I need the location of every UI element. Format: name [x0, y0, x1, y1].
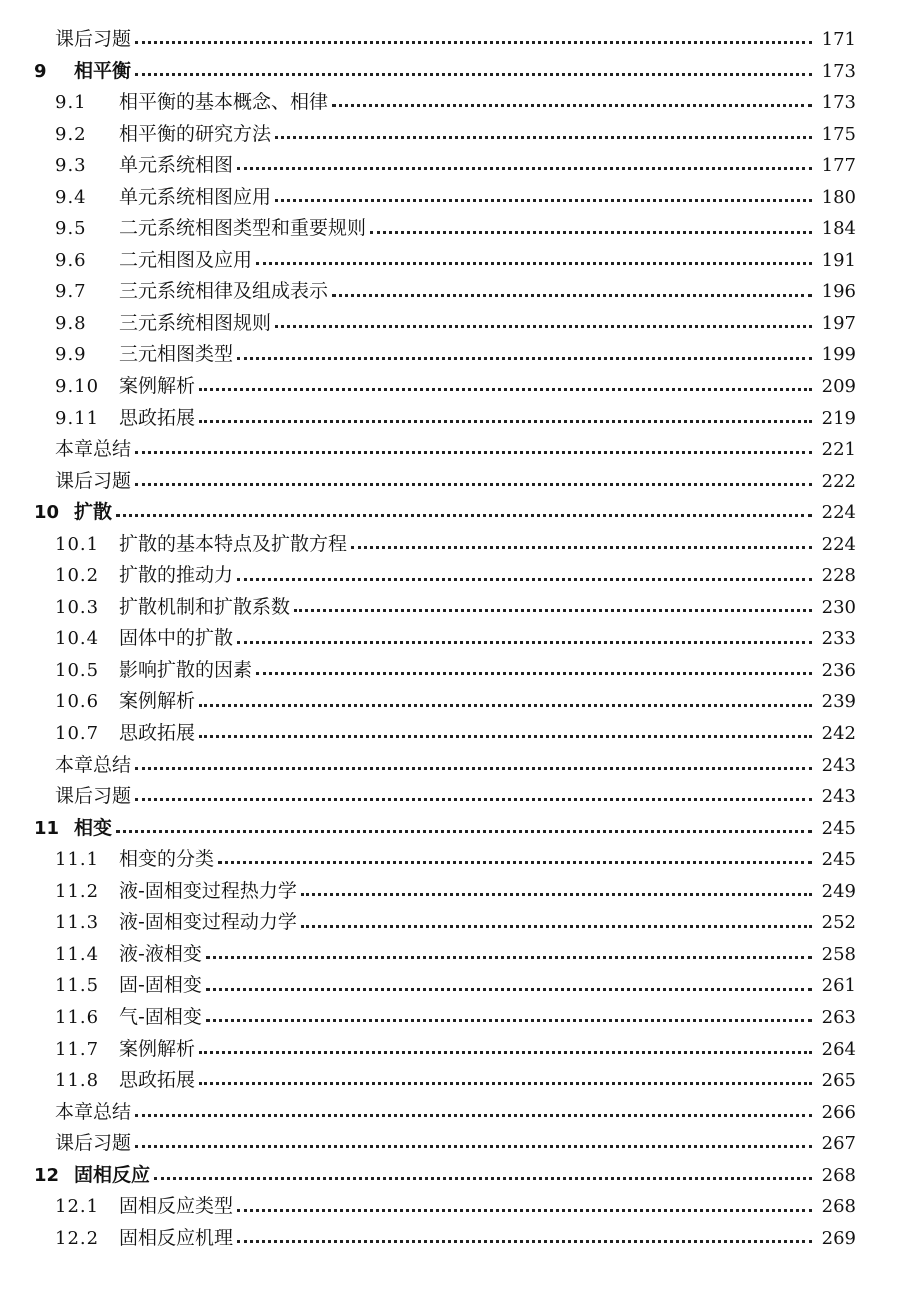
toc-item-row[interactable]	[0, 781, 918, 813]
toc-page-number: 173	[821, 60, 856, 82]
toc-chapter-row[interactable]	[0, 497, 918, 529]
toc-section-row[interactable]	[0, 150, 918, 182]
toc-section-row[interactable]	[0, 245, 918, 277]
toc-entry-title: 扩散的推动力	[119, 564, 234, 587]
toc-page-number: 261	[821, 975, 856, 997]
dot-leader	[135, 1114, 812, 1117]
toc-page-number: 209	[821, 376, 856, 398]
toc-section-row[interactable]	[0, 1002, 918, 1034]
toc-page-number: 245	[821, 817, 856, 839]
toc-page-number: 230	[821, 596, 856, 618]
toc-item-row[interactable]	[0, 434, 918, 466]
toc-entry-title: 课后习题	[55, 469, 132, 492]
dot-leader	[237, 167, 812, 170]
toc-page-number: 266	[821, 1101, 856, 1123]
dot-leader	[218, 861, 812, 864]
toc-item-row[interactable]	[0, 24, 918, 56]
toc-page-number: 219	[821, 407, 856, 429]
toc-entry-number: 10.1	[55, 533, 100, 555]
toc-entry-number: 9.6	[55, 249, 87, 271]
toc-entry-title: 本章总结	[55, 753, 132, 776]
toc-entry-number: 10.5	[55, 659, 100, 681]
toc-entry-number: 11.2	[55, 880, 100, 902]
toc-entry-title: 三元系统相律及组成表示	[119, 280, 329, 303]
dot-leader	[237, 357, 812, 360]
toc-entry-title: 思政拓展	[119, 406, 196, 429]
toc-section-row[interactable]	[0, 718, 918, 750]
dot-leader	[301, 925, 812, 928]
toc-entry-title: 二元系统相图类型和重要规则	[119, 217, 367, 240]
toc-chapter-row[interactable]	[0, 1160, 918, 1192]
toc-section-row[interactable]	[0, 308, 918, 340]
toc-page-number: 177	[821, 155, 856, 177]
dot-leader	[294, 609, 812, 612]
dot-leader	[135, 73, 812, 76]
dot-leader	[237, 641, 812, 644]
toc-entry-title: 思政拓展	[119, 722, 196, 745]
dot-leader	[275, 325, 812, 328]
dot-leader	[237, 578, 812, 581]
toc-entry-title: 三元系统相图规则	[119, 311, 272, 334]
toc-section-row[interactable]	[0, 592, 918, 624]
toc-entry-number: 11	[34, 817, 60, 839]
toc-page-number: 249	[821, 880, 856, 902]
toc-section-row[interactable]	[0, 1223, 918, 1255]
toc-section-row[interactable]	[0, 87, 918, 119]
toc-page-number: 264	[821, 1038, 856, 1060]
toc-entry-number: 11.1	[55, 849, 100, 871]
toc-page-number: 239	[821, 691, 856, 713]
toc-section-row[interactable]	[0, 182, 918, 214]
toc-chapter-row[interactable]	[0, 56, 918, 88]
dot-leader	[116, 830, 812, 833]
dot-leader	[370, 231, 812, 234]
toc-entry-title: 课后习题	[55, 1132, 132, 1155]
toc-page-number: 171	[821, 29, 856, 50]
toc-entry-title: 思政拓展	[119, 1069, 196, 1092]
toc-entry-number: 10	[34, 502, 60, 524]
toc-section-row[interactable]	[0, 623, 918, 655]
toc-entry-title: 固体中的扩散	[119, 627, 234, 650]
toc-entry-title: 液-固相变过程动力学	[119, 911, 297, 934]
dot-leader	[256, 262, 812, 265]
toc-section-row[interactable]	[0, 1034, 918, 1066]
toc-entry-number: 9.10	[55, 376, 100, 398]
toc-entry-title: 影响扩散的因素	[119, 658, 253, 681]
toc-entry-title: 案例解析	[119, 690, 196, 713]
toc-entry-number: 9	[34, 60, 47, 82]
toc-entry-title: 固相反应类型	[119, 1195, 234, 1218]
dot-leader	[351, 546, 812, 549]
toc-entry-title: 案例解析	[119, 375, 196, 398]
toc-section-row[interactable]	[0, 403, 918, 435]
toc-section-row[interactable]	[0, 213, 918, 245]
dot-leader	[237, 1240, 812, 1243]
toc-section-row[interactable]	[0, 876, 918, 908]
toc-item-row[interactable]	[0, 1097, 918, 1129]
dot-leader	[154, 1177, 812, 1180]
toc-entry-title: 固相反应机理	[119, 1226, 234, 1249]
toc-section-row[interactable]	[0, 276, 918, 308]
dot-leader	[199, 704, 812, 707]
dot-leader	[199, 1051, 812, 1054]
toc-entry-title: 扩散机制和扩散系数	[119, 595, 291, 618]
dot-leader	[135, 483, 812, 486]
dot-leader	[275, 199, 812, 202]
toc-page-number: 180	[821, 186, 856, 208]
toc-page-number: 263	[821, 1006, 856, 1028]
dot-leader	[199, 1082, 812, 1085]
toc-entry-number: 11.4	[55, 943, 100, 965]
toc-entry-title: 相变的分类	[119, 848, 215, 871]
toc-page-number: 267	[821, 1133, 856, 1155]
toc-section-row[interactable]	[0, 844, 918, 876]
toc-entry-title: 扩散的基本特点及扩散方程	[119, 532, 348, 555]
toc-entry-title: 二元相图及应用	[119, 248, 253, 271]
toc-entry-title: 相平衡的研究方法	[119, 122, 272, 145]
toc-page-number: 224	[821, 533, 856, 555]
toc-entry-number: 9.3	[55, 155, 87, 177]
toc-page-number: 265	[821, 1070, 856, 1092]
toc-item-row[interactable]	[0, 1128, 918, 1160]
toc-entry-number: 10.3	[55, 596, 100, 618]
dot-leader	[199, 420, 812, 423]
dot-leader	[199, 388, 812, 391]
toc-entry-number: 10.4	[55, 628, 100, 650]
toc-entry-number: 9.9	[55, 344, 87, 366]
toc-section-row[interactable]	[0, 686, 918, 718]
toc-entry-title: 三元相图类型	[119, 343, 234, 366]
toc-entry-title: 气-固相变	[119, 1005, 202, 1028]
toc-entry-title: 扩散	[74, 501, 113, 524]
toc-page-number: 228	[821, 565, 856, 587]
toc-item-row[interactable]	[0, 750, 918, 782]
toc-entry-title: 固相反应	[74, 1163, 151, 1186]
toc-entry-number: 10.7	[55, 723, 100, 745]
toc-entry-number: 10.6	[55, 691, 100, 713]
toc-entry-number: 11.5	[55, 975, 100, 997]
toc-chapter-row[interactable]	[0, 813, 918, 845]
toc-item-row[interactable]	[0, 466, 918, 498]
toc-entry-number: 9.4	[55, 186, 87, 208]
toc-page-number: 252	[821, 912, 856, 934]
toc-page-number: 199	[821, 344, 856, 366]
toc-page-number: 197	[821, 312, 856, 334]
toc-entry-number: 9.11	[55, 407, 100, 429]
toc-entry-number: 11.8	[55, 1070, 100, 1092]
toc-entry-title: 液-固相变过程热力学	[119, 879, 297, 902]
toc-section-row[interactable]	[0, 907, 918, 939]
toc-page-number: 268	[821, 1164, 856, 1186]
toc-page-number: 175	[821, 123, 856, 145]
toc-section-row[interactable]	[0, 119, 918, 151]
dot-leader	[135, 41, 812, 44]
toc-entry-title: 相平衡	[74, 59, 132, 82]
toc-page-number: 224	[821, 502, 856, 524]
toc-page-number: 222	[821, 470, 856, 492]
dot-leader	[206, 988, 812, 991]
toc-entry-number: 11.3	[55, 912, 100, 934]
toc-page-number: 184	[821, 218, 856, 240]
toc-section-row[interactable]	[0, 529, 918, 561]
toc-entry-number: 11.6	[55, 1006, 100, 1028]
dot-leader	[135, 1145, 812, 1148]
toc-section-row[interactable]	[0, 1065, 918, 1097]
toc-entry-number: 9.7	[55, 281, 87, 303]
toc-page-number: 196	[821, 281, 856, 303]
toc-entry-title: 本章总结	[55, 438, 132, 461]
toc-section-row[interactable]	[0, 939, 918, 971]
dot-leader	[332, 104, 812, 107]
toc-entry-title: 单元系统相图	[119, 154, 234, 177]
toc-entry-number: 9.8	[55, 312, 87, 334]
toc-page-number: 269	[821, 1227, 856, 1249]
toc-page-number: 243	[821, 754, 856, 776]
toc-page-number: 191	[821, 249, 856, 271]
dot-leader	[301, 893, 812, 896]
toc-section-row[interactable]	[0, 970, 918, 1002]
dot-leader	[135, 798, 812, 801]
dot-leader	[256, 672, 812, 675]
dot-leader	[206, 956, 812, 959]
toc-page-number: 233	[821, 628, 856, 650]
toc-section-row[interactable]	[0, 560, 918, 592]
toc-page-number: 243	[821, 786, 856, 808]
toc-entry-number: 12	[34, 1164, 60, 1186]
toc-entry-number: 9.1	[55, 92, 87, 114]
dot-leader	[332, 294, 812, 297]
dot-leader	[275, 136, 812, 139]
dot-leader	[199, 735, 812, 738]
toc-section-row[interactable]	[0, 371, 918, 403]
toc-page-number: 245	[821, 849, 856, 871]
toc-entry-title: 固-固相变	[119, 974, 202, 997]
toc-entry-title: 本章总结	[55, 1100, 132, 1123]
toc-page-number: 268	[821, 1196, 856, 1218]
toc-entry-number: 11.7	[55, 1038, 100, 1060]
toc-page-number: 242	[821, 723, 856, 745]
toc-entry-title: 课后习题	[55, 785, 132, 808]
toc-entry-title: 相平衡的基本概念、相律	[119, 91, 329, 114]
toc-entry-title: 课后习题	[55, 28, 132, 50]
dot-leader	[135, 767, 812, 770]
toc-entry-title: 相变	[74, 816, 113, 839]
toc-entry-title: 单元系统相图应用	[119, 185, 272, 208]
toc-page-number: 221	[821, 439, 856, 461]
toc-section-row[interactable]	[0, 1191, 918, 1223]
toc-entry-number: 9.5	[55, 218, 87, 240]
toc-entry-number: 10.2	[55, 565, 100, 587]
toc-section-row[interactable]	[0, 339, 918, 371]
dot-leader	[206, 1019, 812, 1022]
toc-page-number: 258	[821, 943, 856, 965]
dot-leader	[237, 1209, 812, 1212]
toc-entry-number: 12.1	[55, 1196, 100, 1218]
dot-leader	[135, 451, 812, 454]
toc-entry-number: 9.2	[55, 123, 87, 145]
toc-page-number: 236	[821, 659, 856, 681]
toc-entry-title: 液-液相变	[119, 942, 202, 965]
table-of-contents	[0, 24, 918, 1254]
toc-entry-number: 12.2	[55, 1227, 100, 1249]
dot-leader	[116, 514, 812, 517]
toc-section-row[interactable]	[0, 655, 918, 687]
toc-page-number: 173	[821, 92, 856, 114]
toc-entry-title: 案例解析	[119, 1037, 196, 1060]
